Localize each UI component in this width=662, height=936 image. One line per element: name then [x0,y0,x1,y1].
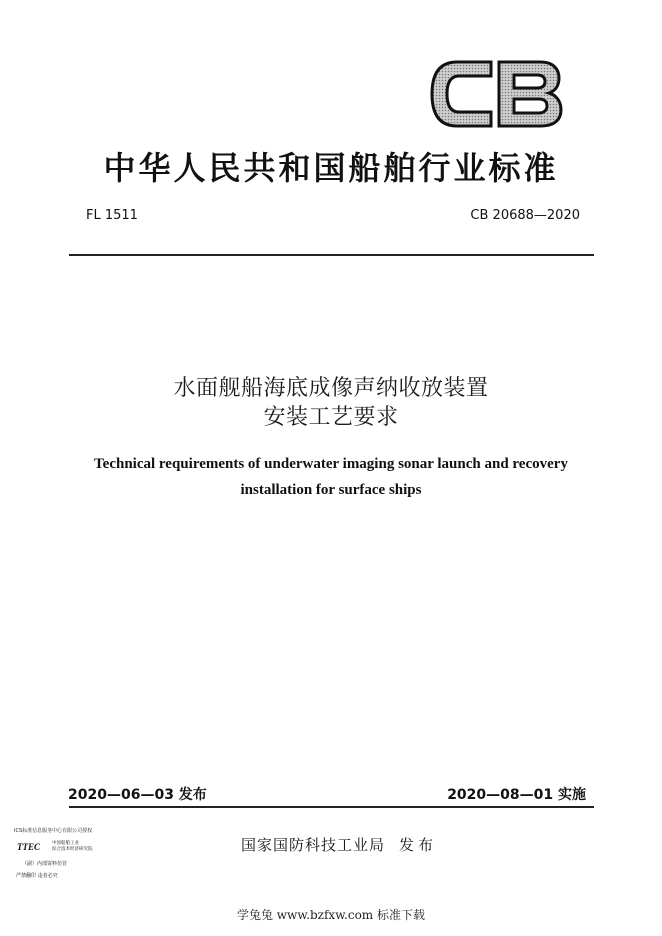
authority-name: 国家国防科技工业局 [241,836,386,854]
footer-watermark: 学兔兔 www.bzfxw.com 标准下载 [236,908,426,922]
issue-date: 2020—06—03 发布 [68,787,207,803]
stamp-org-line-a: 中国船舶工业 [52,841,79,846]
stamp-line-3: （副）内部资料仿冒 [22,861,68,867]
english-title-line-1: Technical requirements of underwater imaging sonar launch and recovery [94,456,568,472]
chinese-title-line-1: 水面舰船海底成像声纳收放装置 [173,376,489,401]
issuing-authority [241,834,437,855]
authority-action: 发布 [399,836,438,854]
english-title-line-2: installation for surface ships [240,482,422,498]
classification-code: FL 1511 [86,208,138,223]
cb-logo [429,58,563,130]
standard-number: CB 20688—2020 [470,208,580,223]
stamp-logo: TTEC [17,842,41,852]
stamp-line-4: 严禁翻印 违者必究 [16,873,58,879]
header-divider [69,254,594,256]
national-standard-title: 中华人民共和国船舶行业标准 [103,149,559,187]
chinese-title-line-2: 安装工艺要求 [263,405,399,430]
stamp-line-1: ICS标准信息服务中心有限公司授权 [14,828,93,834]
stamp-org-line-b: 综合技术经济研究院 [52,846,93,852]
stamp-org [52,841,93,852]
effective-date: 2020—08—01 实施 [447,787,586,803]
footer-divider [69,806,594,808]
authorization-stamp [14,828,104,882]
